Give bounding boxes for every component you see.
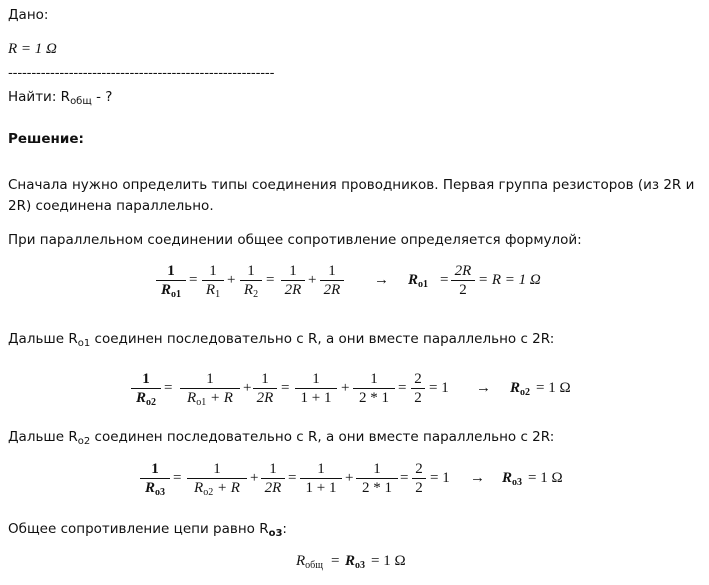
- intro-line-1: Сначала нужно определить типы соединения проводников. Первая группа резисторов (из 2R и: [8, 177, 695, 193]
- f2-arrow: →: [476, 380, 491, 396]
- given-r-value: R = 1 Ω: [8, 41, 57, 57]
- find-tail: - ?: [91, 89, 113, 105]
- find-label: Найти: R: [8, 89, 71, 105]
- total-text: Общее сопротивление цепи равно $R_{о3}$:: [8, 521, 287, 539]
- given-separator: ---------------------------------------------------------: [8, 65, 275, 81]
- f1-frac-2r-a: 1 2R: [281, 262, 305, 299]
- step3-text: Дальше $R_{о2}$ соединен последовательно с R, а они вместе параллельно с 2R:: [8, 429, 555, 447]
- solution-title: Решение:: [8, 131, 84, 147]
- f4-eq: =: [331, 553, 340, 569]
- f1-result-tail: = R = 1 Ω: [478, 272, 541, 288]
- f1-eq-3: =: [440, 272, 449, 288]
- f3-frac-1-plus-1: 1 1 + 1: [300, 460, 342, 497]
- f2-frac-ro1-r: 1 $R_{о1} + R$: [180, 370, 240, 407]
- f3-eq-1: =: [173, 470, 182, 486]
- f1-result-lhs: $R_{о1}$: [408, 272, 429, 290]
- f3-eq-2: =: [288, 470, 297, 486]
- f2-eq-one: = 1: [429, 380, 449, 396]
- f1-frac-2r-over-2: 2R 2: [451, 262, 475, 299]
- f3-arrow: →: [470, 470, 485, 486]
- f2-eq-1: =: [164, 380, 173, 396]
- f3-frac-lhs: 1 $R_{о3}$: [140, 460, 170, 497]
- f2-eq-2: =: [281, 380, 290, 396]
- f1-eq-2: =: [266, 272, 275, 288]
- f3-plus-2: +: [345, 470, 354, 486]
- f2-eq-3: =: [398, 380, 407, 396]
- f3-frac-2r: 1 2R: [261, 460, 285, 497]
- parallel-rule-text: При параллельном соединении общее сопротивление определяется формулой:: [8, 232, 582, 248]
- given-title: Дано:: [8, 7, 49, 23]
- f1-plus-2: +: [308, 272, 317, 288]
- f3-result-lhs: $R_{о3}$: [502, 470, 523, 488]
- f2-result-lhs: $R_{о2}$: [510, 380, 531, 398]
- find-line: [8, 88, 112, 106]
- f1-frac-r1: 1 $R_1$: [202, 262, 224, 299]
- f4-result-tail: = 1 Ω: [371, 553, 406, 569]
- intro-line-2: 2R) соединена параллельно.: [8, 198, 214, 214]
- f4-r-total: $R_{общ}$: [296, 553, 323, 571]
- f2-plus-2: +: [341, 380, 350, 396]
- f3-result-tail: = 1 Ω: [528, 470, 563, 486]
- find-sub: общ: [70, 96, 92, 107]
- f1-frac-2r-b: 1 2R: [320, 262, 344, 299]
- f2-frac-2-over-2: 2 2: [411, 370, 425, 407]
- f3-plus-1: +: [250, 470, 259, 486]
- f1-arrow: →: [374, 272, 389, 288]
- f3-frac-ro2-r: 1 $R_{о2} + R$: [187, 460, 247, 497]
- f1-plus-1: +: [227, 272, 236, 288]
- f2-plus-1: +: [243, 380, 252, 396]
- f2-frac-1-plus-1: 1 1 + 1: [295, 370, 337, 407]
- step2-text: Дальше $R_{о1}$ соединен последовательно с R, а они вместе параллельно с 2R:: [8, 331, 555, 349]
- f1-frac-lhs: 1 $R_{о1}$: [156, 262, 186, 299]
- f4-r-o3: $R_{о3}$: [345, 553, 366, 571]
- f2-result-tail: = 1 Ω: [536, 380, 571, 396]
- f3-eq-one: = 1: [430, 470, 450, 486]
- f3-frac-2-times-1: 1 2 * 1: [356, 460, 398, 497]
- f1-eq-1: =: [189, 272, 198, 288]
- f2-frac-2-times-1: 1 2 * 1: [353, 370, 395, 407]
- f3-frac-2-over-2: 2 2: [412, 460, 426, 497]
- f2-frac-lhs: 1 $R_{о2}$: [131, 370, 161, 407]
- f2-frac-2r: 1 2R: [253, 370, 277, 407]
- f3-eq-3: =: [400, 470, 409, 486]
- f1-frac-r2: 1 $R_2$: [240, 262, 262, 299]
